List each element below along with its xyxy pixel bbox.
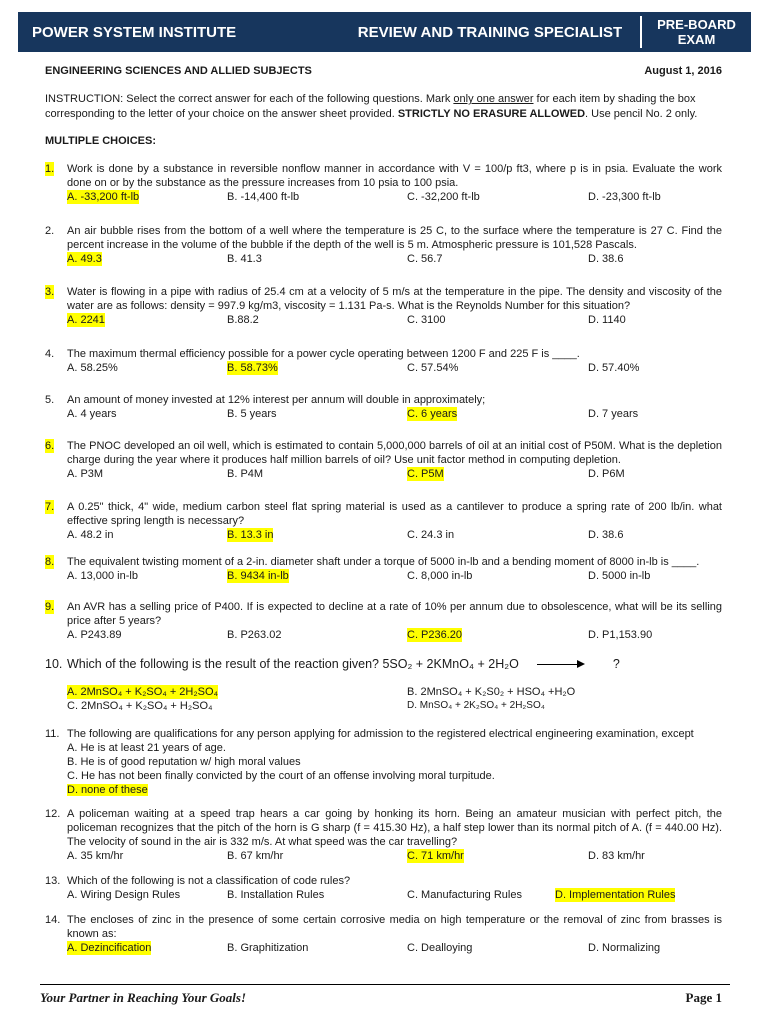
choice-c: C. Manufacturing Rules — [407, 889, 522, 901]
choice-d: D. 1140 — [588, 314, 626, 326]
question-text: Work is done by a substance in reversible nonflow manner in accordance with V = 100/p ft3, where p is in psia. Evaluate the work done on or by the substance as the pressure increases from 10 psia to 100 psia. — [67, 163, 722, 189]
choice-b: B. 67 km/hr — [227, 850, 284, 862]
choice-a: A. 58.25% — [67, 362, 118, 374]
question-14 — [45, 913, 722, 955]
tagline: REVIEW AND TRAINING SPECIALIST — [357, 23, 623, 41]
choice-d: D. P1,153.90 — [588, 629, 653, 641]
question-5 — [45, 393, 722, 421]
choice-d: D. 38.6 — [588, 529, 624, 541]
question-number: 5. — [45, 394, 55, 406]
choice-b: B. 13.3 in — [227, 529, 274, 541]
choice-c: C. He has not been finally convicted by the court of an offense involving moral turpitude. — [67, 770, 495, 782]
choice-b: B. Graphitization — [227, 942, 309, 954]
question-number: 9. — [45, 601, 55, 613]
footer-slogan: Your Partner in Reaching Your Goals! — [40, 990, 247, 1005]
exam-date: August 1, 2016 — [644, 65, 722, 77]
choice-d: D. Normalizing — [588, 942, 661, 954]
choice-d: D. P6M — [588, 468, 625, 480]
instruction-text — [45, 92, 722, 122]
question-text: The following are qualifications for any person applying for admission to the registered electrical engineering examination, except — [67, 728, 694, 740]
question-text: The maximum thermal efficiency possible for a power cycle operating between 1200 F and 225 F is ____. — [67, 348, 580, 360]
question-number: 11. — [45, 728, 60, 740]
choice-a: A. P243.89 — [67, 629, 122, 641]
choice-a: A. -33,200 ft-lb — [67, 191, 140, 203]
choice-b: B. P4M — [227, 468, 264, 480]
choice-b: B. Installation Rules — [227, 889, 325, 901]
choice-c: C. P5M — [407, 468, 444, 480]
institute-name: POWER SYSTEM INSTITUTE — [32, 23, 237, 41]
question-number: 14. — [45, 914, 61, 926]
choice-a: A. 13,000 in-lb — [67, 570, 138, 582]
choice-a: A. Wiring Design Rules — [67, 889, 181, 901]
choice-b: B. 5 years — [227, 408, 277, 420]
question-6 — [45, 439, 722, 481]
choice-c: C. 71 km/hr — [407, 850, 464, 862]
choice-c: C. 24.3 in — [407, 529, 455, 541]
choice-c: C. P236.20 — [407, 629, 463, 641]
question-number: 10. — [45, 657, 63, 671]
question-10 — [45, 657, 722, 713]
choice-a: A. 2241 — [67, 314, 105, 326]
question-number: 4. — [45, 348, 55, 360]
question-text: The encloses of zinc in the presence of some certain corrosive media on high temperature or the removal of zinc from brasses is known as: — [67, 914, 722, 940]
question-text — [67, 657, 722, 675]
exam-label: PRE-BOARD EXAM — [657, 17, 736, 47]
question-4 — [45, 347, 722, 375]
choice-c: C. 6 years — [407, 408, 458, 420]
page-number: Page 1 — [685, 990, 722, 1005]
choice-d: D. Implementation Rules — [555, 889, 676, 901]
footer — [40, 990, 722, 1006]
question-7 — [45, 500, 722, 542]
instruction-bold: STRICTLY NO ERASURE ALLOWED — [397, 108, 586, 120]
choice-b: B. 2MnSO₄ + K₂S0₂ + HSO₄ +H₂O — [407, 686, 576, 698]
question-text: Which of the following is not a classification of code rules? — [67, 875, 351, 887]
choice-b: B. He is of good reputation w/ high moral values — [67, 756, 301, 768]
choice-b: B.88.2 — [227, 314, 259, 326]
question-text: An air bubble rises from the bottom of a well where the temperature is 25 C, to the surface where the temperature is 27 C. Find the percent increase in the volume of the bubble if the depth of the well is 5 m. Atmospheric pressure is 101,528 Pascals. — [67, 225, 722, 251]
question-number: 6. — [45, 440, 55, 452]
choice-b: B. 41.3 — [227, 253, 262, 265]
question-11 — [45, 727, 722, 797]
choice-b: B. 9434 in-lb — [227, 570, 289, 582]
question-number: 12. — [45, 808, 61, 820]
choice-d: D. none of these — [67, 784, 148, 796]
choice-b: B. -14,400 ft-lb — [227, 191, 300, 203]
choice-d: D. 38.6 — [588, 253, 624, 265]
reaction-end: ? — [612, 657, 620, 671]
question-text: The equivalent twisting moment of a 2-in. diameter shaft under a torque of 5000 in-lb and a bending moment of 8000 in-lb is ____. — [67, 556, 700, 568]
question-2 — [45, 224, 722, 266]
subject-title: ENGINEERING SCIENCES AND ALLIED SUBJECTS — [45, 65, 312, 77]
choice-c: C. 8,000 in-lb — [407, 570, 473, 582]
choice-d: D. MnSO₄ + 2K₂SO₄ + 2H₂SO₄ — [407, 700, 545, 711]
choice-b: B. 58.73% — [227, 362, 278, 374]
choice-a: A. 35 km/hr — [67, 850, 124, 862]
question-12 — [45, 807, 722, 863]
choice-a: A. 49.3 — [67, 253, 102, 265]
instruction-underline: only one answer — [453, 93, 534, 105]
question-text: An amount of money invested at 12% interest per annum will double in approximately; — [67, 394, 486, 406]
choice-c: C. 2MnSO₄ + K₂SO₄ + H₂SO₄ — [67, 700, 213, 712]
question-8 — [45, 555, 722, 583]
section-label: MULTIPLE CHOICES: — [45, 135, 157, 147]
choice-c: C. -32,200 ft-lb — [407, 191, 480, 203]
choice-a: A. 48.2 in — [67, 529, 114, 541]
question-text: Water is flowing in a pipe with radius of 25.4 cm at a velocity of 5 m/s at the temperature in the pipe. The density and viscosity of the water are as follows: density = 997.9 kg/m3, viscosity = 1.131 Pa-s. What is the Reynolds Number for this situation? — [67, 286, 722, 312]
question-number: 8. — [45, 556, 55, 568]
subheader — [45, 65, 722, 77]
question-number: 13. — [45, 875, 61, 887]
instruction-part: for each item by shading the box corresponding to the letter of your choice on the answer sheet provided. — [45, 93, 696, 120]
choice-d: D. 57.40% — [588, 362, 640, 374]
question-text: A policeman waiting at a speed trap hears a car going by honking its horn. Being an amateur musician with perfect pitch, the policeman recognizes that the pitch of the horn is G sharp (f = 415.30 Hz), a half step lower than its normal pitch of A. (f = 440.00 Hz). The velocity of sound in the air is 332 m/s. At what speed was the car travelling? — [67, 808, 722, 848]
question-9 — [45, 600, 722, 642]
choice-c: C. 56.7 — [407, 253, 443, 265]
choice-a: A. Dezincification — [67, 942, 152, 954]
footer-divider — [40, 984, 730, 985]
question-number: 1. — [45, 163, 55, 175]
question-number: 3. — [45, 286, 55, 298]
choice-a: A. 2MnSO₄ + K₂SO₄ + 2H₂SO₄ — [67, 686, 219, 698]
question-text: A 0.25" thick, 4" wide, medium carbon steel flat spring material is used as a cantilever to produce a spring rate of 200 lb/in. what effective spring length is necessary? — [67, 501, 722, 527]
choice-b: B. P263.02 — [227, 629, 282, 641]
question-text: An AVR has a selling price of P400. If is expected to decline at a rate of 10% per annum due to obsolescence, what will be its selling price after 5 years? — [67, 601, 722, 627]
header-banner — [18, 12, 751, 52]
choice-a: A. P3M — [67, 468, 104, 480]
question-text: The PNOC developed an oil well, which is estimated to contain 5,000,000 barrels of oil at an initial cost of P50M. What is the depletion charge during the year where it produces half million barrels of oil? Use unit factor method in computing depletion. — [67, 440, 722, 466]
question-3 — [45, 285, 722, 327]
question-number: 2. — [45, 225, 55, 237]
choice-c: C. 57.54% — [407, 362, 459, 374]
choice-a: A. He is at least 21 years of age. — [67, 742, 226, 754]
question-number: 7. — [45, 501, 55, 513]
choice-d: D. 5000 in-lb — [588, 570, 651, 582]
choice-d: D. 83 km/hr — [588, 850, 645, 862]
choice-a: A. 4 years — [67, 408, 117, 420]
reaction-arrow-icon — [537, 664, 583, 665]
choice-c: C. 3100 — [407, 314, 446, 326]
choice-d: D. -23,300 ft-lb — [588, 191, 661, 203]
choice-c: C. Dealloying — [407, 942, 473, 954]
choice-d: D. 7 years — [588, 408, 639, 420]
reaction-text: Which of the following is the result of the reaction given? 5SO₂ + 2KMnO₄ + 2H₂O — [67, 657, 519, 671]
question-13 — [45, 874, 722, 902]
question-1 — [45, 162, 722, 204]
instruction-part: . Use pencil No. 2 only. — [585, 108, 698, 120]
instruction-part: INSTRUCTION: Select the correct answer for each of the following questions. Mark — [45, 93, 454, 105]
